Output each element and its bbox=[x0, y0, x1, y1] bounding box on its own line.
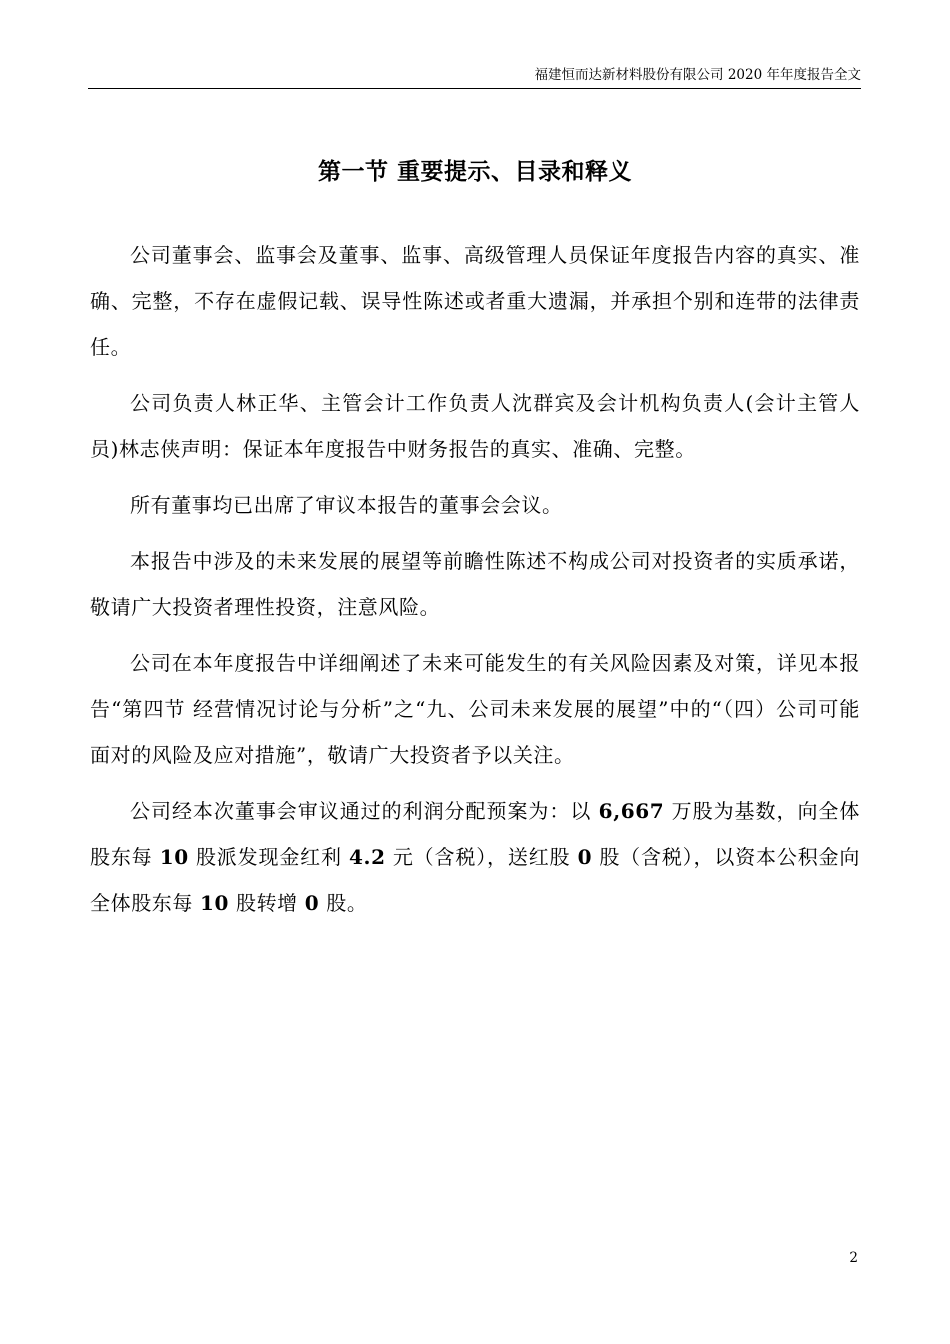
text-segment: 股。 bbox=[319, 891, 368, 915]
text-segment: 元（含税），送红股 bbox=[385, 845, 578, 869]
text-segment: 股转增 bbox=[229, 891, 305, 915]
bonus-shares-value: 0 bbox=[577, 845, 593, 869]
paragraph-risk-factors: 公司在本年度报告中详细阐述了未来可能发生的有关风险因素及对策，详见本报告“第四节 经营情况讨论与分析”之“九、公司未来发展的展望”中的“（四）公司可能面对的风险及应对措施”，敬请广大投资者予以关注。 bbox=[90, 651, 860, 767]
paragraph-responsibility-statement: 公司董事会、监事会及董事、监事、高级管理人员保证年度报告内容的真实、准确、完整，不存在虚假记载、误导性陈述或者重大遗漏，并承担个别和连带的法律责任。 bbox=[90, 243, 860, 359]
section-title: 第一节 重要提示、目录和释义 bbox=[317, 158, 632, 185]
per-shares-value: 10 bbox=[199, 891, 230, 915]
paragraph-financial-declaration: 公司负责人林正华、主管会计工作负责人沈群宾及会计机构负责人(会计主管人员)林志侠声明：保证本年度报告中财务报告的真实、准确、完整。 bbox=[90, 391, 860, 461]
share-base-value: 6,667 bbox=[598, 799, 665, 823]
page-header bbox=[88, 66, 861, 89]
text-segment: 万股为基数，向全体股东每 bbox=[90, 799, 860, 869]
paragraph-profit-distribution bbox=[90, 788, 860, 926]
text-segment: 股（含税），以资本公积金向全体股东每 bbox=[90, 845, 860, 915]
per-shares-value: 10 bbox=[159, 845, 189, 869]
paragraph-board-attendance: 所有董事均已出席了审议本报告的董事会会议。 bbox=[130, 493, 563, 517]
paragraph-forward-looking-disclaimer: 本报告中涉及的未来发展的展望等前瞻性陈述不构成公司对投资者的实质承诺，敬请广大投资者理性投资，注意风险。 bbox=[90, 549, 860, 619]
text-segment: 公司经本次董事会审议通过的利润分配预案为：以 bbox=[130, 799, 599, 823]
transfer-shares-value: 0 bbox=[304, 891, 320, 915]
page-number: 2 bbox=[849, 1250, 858, 1266]
document-body bbox=[90, 232, 860, 936]
header-title: 福建恒而达新材料股份有限公司 2020 年年度报告全文 bbox=[534, 67, 861, 83]
cash-dividend-value: 4.2 bbox=[349, 845, 386, 869]
text-segment: 股派发现金红利 bbox=[188, 845, 350, 869]
